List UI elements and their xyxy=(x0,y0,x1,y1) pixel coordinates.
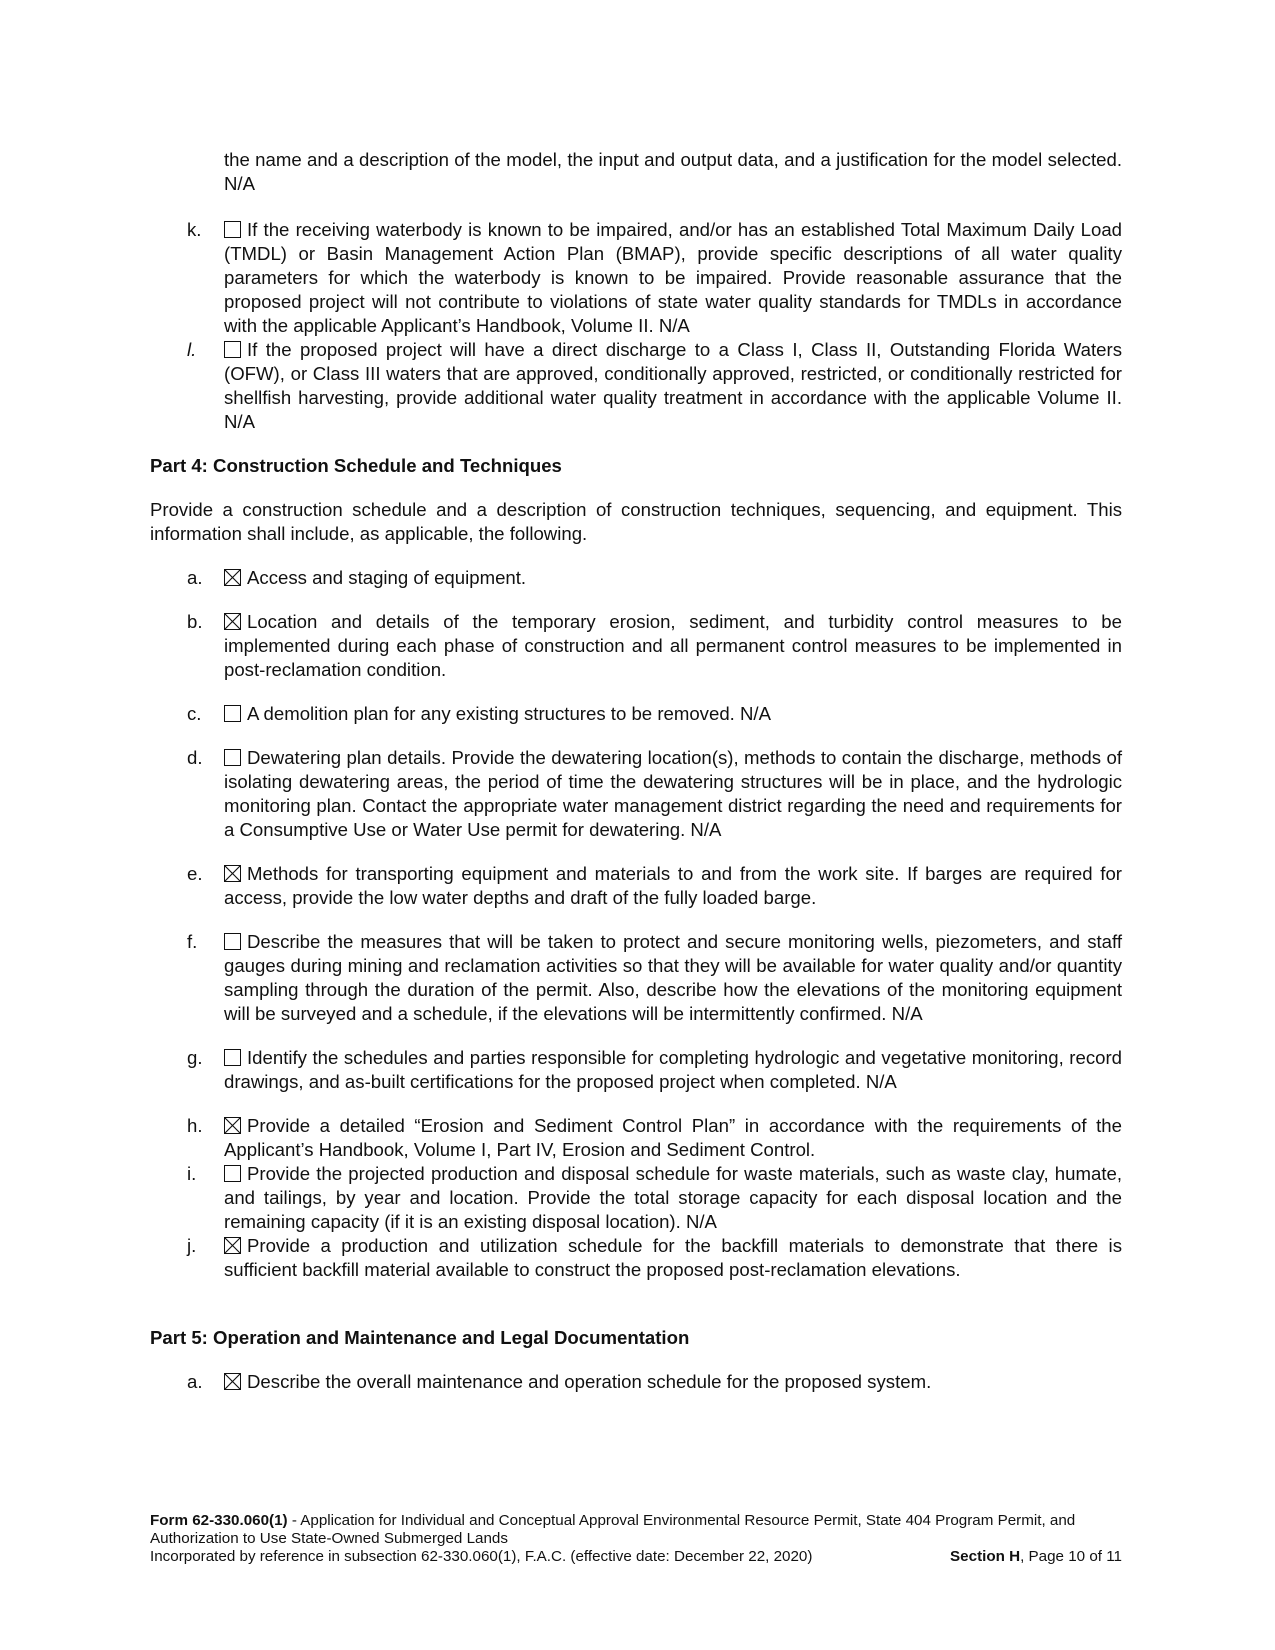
list-item-k xyxy=(150,218,1122,338)
checkbox-unchecked[interactable] xyxy=(224,749,241,766)
item-text: Identify the schedules and parties responsible for completing hydrologic and vegetative monitoring, record drawings, and as-built certifications for the proposed project when completed. N/A xyxy=(224,1047,1122,1092)
form-number: Form 62-330.060(1) xyxy=(150,1512,288,1529)
checkbox-unchecked[interactable] xyxy=(224,1049,241,1066)
item-letter: b. xyxy=(187,611,203,632)
checkbox-checked[interactable] xyxy=(224,865,241,882)
list-item-j xyxy=(150,1234,1122,1282)
checkbox-checked[interactable] xyxy=(224,569,241,586)
list-item-c xyxy=(150,702,1122,726)
item-letter: i. xyxy=(187,1163,197,1184)
checkbox-unchecked[interactable] xyxy=(224,221,241,238)
section-label: Section H xyxy=(950,1548,1021,1565)
part5-heading: Part 5: Operation and Maintenance and Legal Documentation xyxy=(150,1327,690,1348)
page-number: , Page 10 of 11 xyxy=(1020,1548,1122,1565)
checkbox-unchecked[interactable] xyxy=(224,705,241,722)
list-item-f xyxy=(150,930,1122,1026)
list-item-l xyxy=(150,338,1122,434)
item-text: Provide the projected production and disposal schedule for waste materials, such as waste clay, humate, and tailings, by year and location. Provide the total storage capacity for each disposal location and the remaining capacity (if it is an existing disposal location). N/A xyxy=(224,1163,1122,1232)
checkbox-unchecked[interactable] xyxy=(224,341,241,358)
page-indicator xyxy=(950,1548,1122,1566)
item-letter: j. xyxy=(187,1235,197,1256)
item-letter: d. xyxy=(187,747,203,768)
page-content xyxy=(150,148,1122,1394)
list-item-a xyxy=(150,1370,1122,1394)
item-text: Describe the overall maintenance and operation schedule for the proposed system. xyxy=(247,1371,932,1392)
list-item-b xyxy=(150,610,1122,682)
form-title: - Application for Individual and Conceptual Approval Environmental Resource Permit, State 404 Program Permit, and Authorization to Use State-Owned Submerged Lands xyxy=(150,1512,1076,1547)
item-letter: h. xyxy=(187,1115,203,1136)
list-item-g xyxy=(150,1046,1122,1094)
item-text: Location and details of the temporary erosion, sediment, and turbidity control measures to be implemented during each phase of construction and all permanent control measures to be implemented in post-reclamation condition. xyxy=(224,611,1122,680)
item-text: If the proposed project will have a direct discharge to a Class I, Class II, Outstanding Florida Waters (OFW), or Class III waters that are approved, conditionally approved, restricted, or conditionally restricted for shellfish harvesting, provide additional water quality treatment in accordance with the applicable Volume II. N/A xyxy=(224,339,1122,432)
list-item-i xyxy=(150,1162,1122,1234)
item-letter: a. xyxy=(187,567,203,588)
item-letter: l. xyxy=(187,339,197,360)
list-item-d xyxy=(150,746,1122,842)
page-footer xyxy=(150,1512,1122,1566)
part4-heading: Part 4: Construction Schedule and Techniques xyxy=(150,455,562,476)
item-text: Methods for transporting equipment and materials to and from the work site. If barges are required for access, provide the low water depths and draft of the fully loaded barge. xyxy=(224,863,1122,908)
item-letter: g. xyxy=(187,1047,203,1068)
item-letter: e. xyxy=(187,863,203,884)
incorporated-text: Incorporated by reference in subsection 62-330.060(1), F.A.C. (effective date: December 22, 2020) xyxy=(150,1548,813,1565)
item-text: Describe the measures that will be taken to protect and secure monitoring wells, piezometers, and staff gauges during mining and reclamation activities so that they will be available for water quality and/or quantity sampling through the duration of the permit. Also, describe how the elevations of the monitoring equipment will be surveyed and a schedule, if the elevations will be intermittently confirmed. N/A xyxy=(224,931,1122,1024)
footer-form-line xyxy=(150,1512,1122,1548)
item-letter: c. xyxy=(187,703,202,724)
item-letter: a. xyxy=(187,1371,203,1392)
checkbox-unchecked[interactable] xyxy=(224,933,241,950)
item-text: Provide a production and utilization schedule for the backfill materials to demonstrate that there is sufficient backfill material available to construct the proposed post-reclamation elevations. xyxy=(224,1235,1122,1280)
continuation-text: the name and a description of the model, the input and output data, and a justification for the model selected. N/A xyxy=(224,149,1122,194)
checkbox-unchecked[interactable] xyxy=(224,1165,241,1182)
item-text: If the receiving waterbody is known to be impaired, and/or has an established Total Maximum Daily Load (TMDL) or Basin Management Action Plan (BMAP), provide specific descriptions of all water quality parameters for which the waterbody is known to be impaired. Provide reasonable assurance that the proposed project will not contribute to violations of state water quality standards for TMDLs in accordance with the applicable Applicant’s Handbook, Volume II. N/A xyxy=(224,219,1122,336)
list-item-a xyxy=(150,566,1122,590)
item-text: Dewatering plan details. Provide the dewatering location(s), methods to contain the discharge, methods of isolating dewatering areas, the period of time the dewatering structures will be in place, and the hydrologic monitoring plan. Contact the appropriate water management district regarding the need and requirements for a Consumptive Use or Water Use permit for dewatering. N/A xyxy=(224,747,1122,840)
list-item-h xyxy=(150,1114,1122,1162)
checkbox-checked[interactable] xyxy=(224,1117,241,1134)
item-text: Provide a detailed “Erosion and Sediment Control Plan” in accordance with the requirements of the Applicant’s Handbook, Volume I, Part IV, Erosion and Sediment Control. xyxy=(224,1115,1122,1160)
footer-last-row xyxy=(150,1548,1122,1566)
item-text: A demolition plan for any existing structures to be removed. N/A xyxy=(247,703,771,724)
checkbox-checked[interactable] xyxy=(224,1373,241,1390)
item-letter: f. xyxy=(187,931,198,952)
part4-intro: Provide a construction schedule and a description of construction techniques, sequencing, and equipment. This information shall include, as applicable, the following. xyxy=(150,499,1122,544)
item-text: Access and staging of equipment. xyxy=(247,567,527,588)
list-item-e xyxy=(150,862,1122,910)
item-letter: k. xyxy=(187,219,202,240)
checkbox-checked[interactable] xyxy=(224,613,241,630)
checkbox-checked[interactable] xyxy=(224,1237,241,1254)
